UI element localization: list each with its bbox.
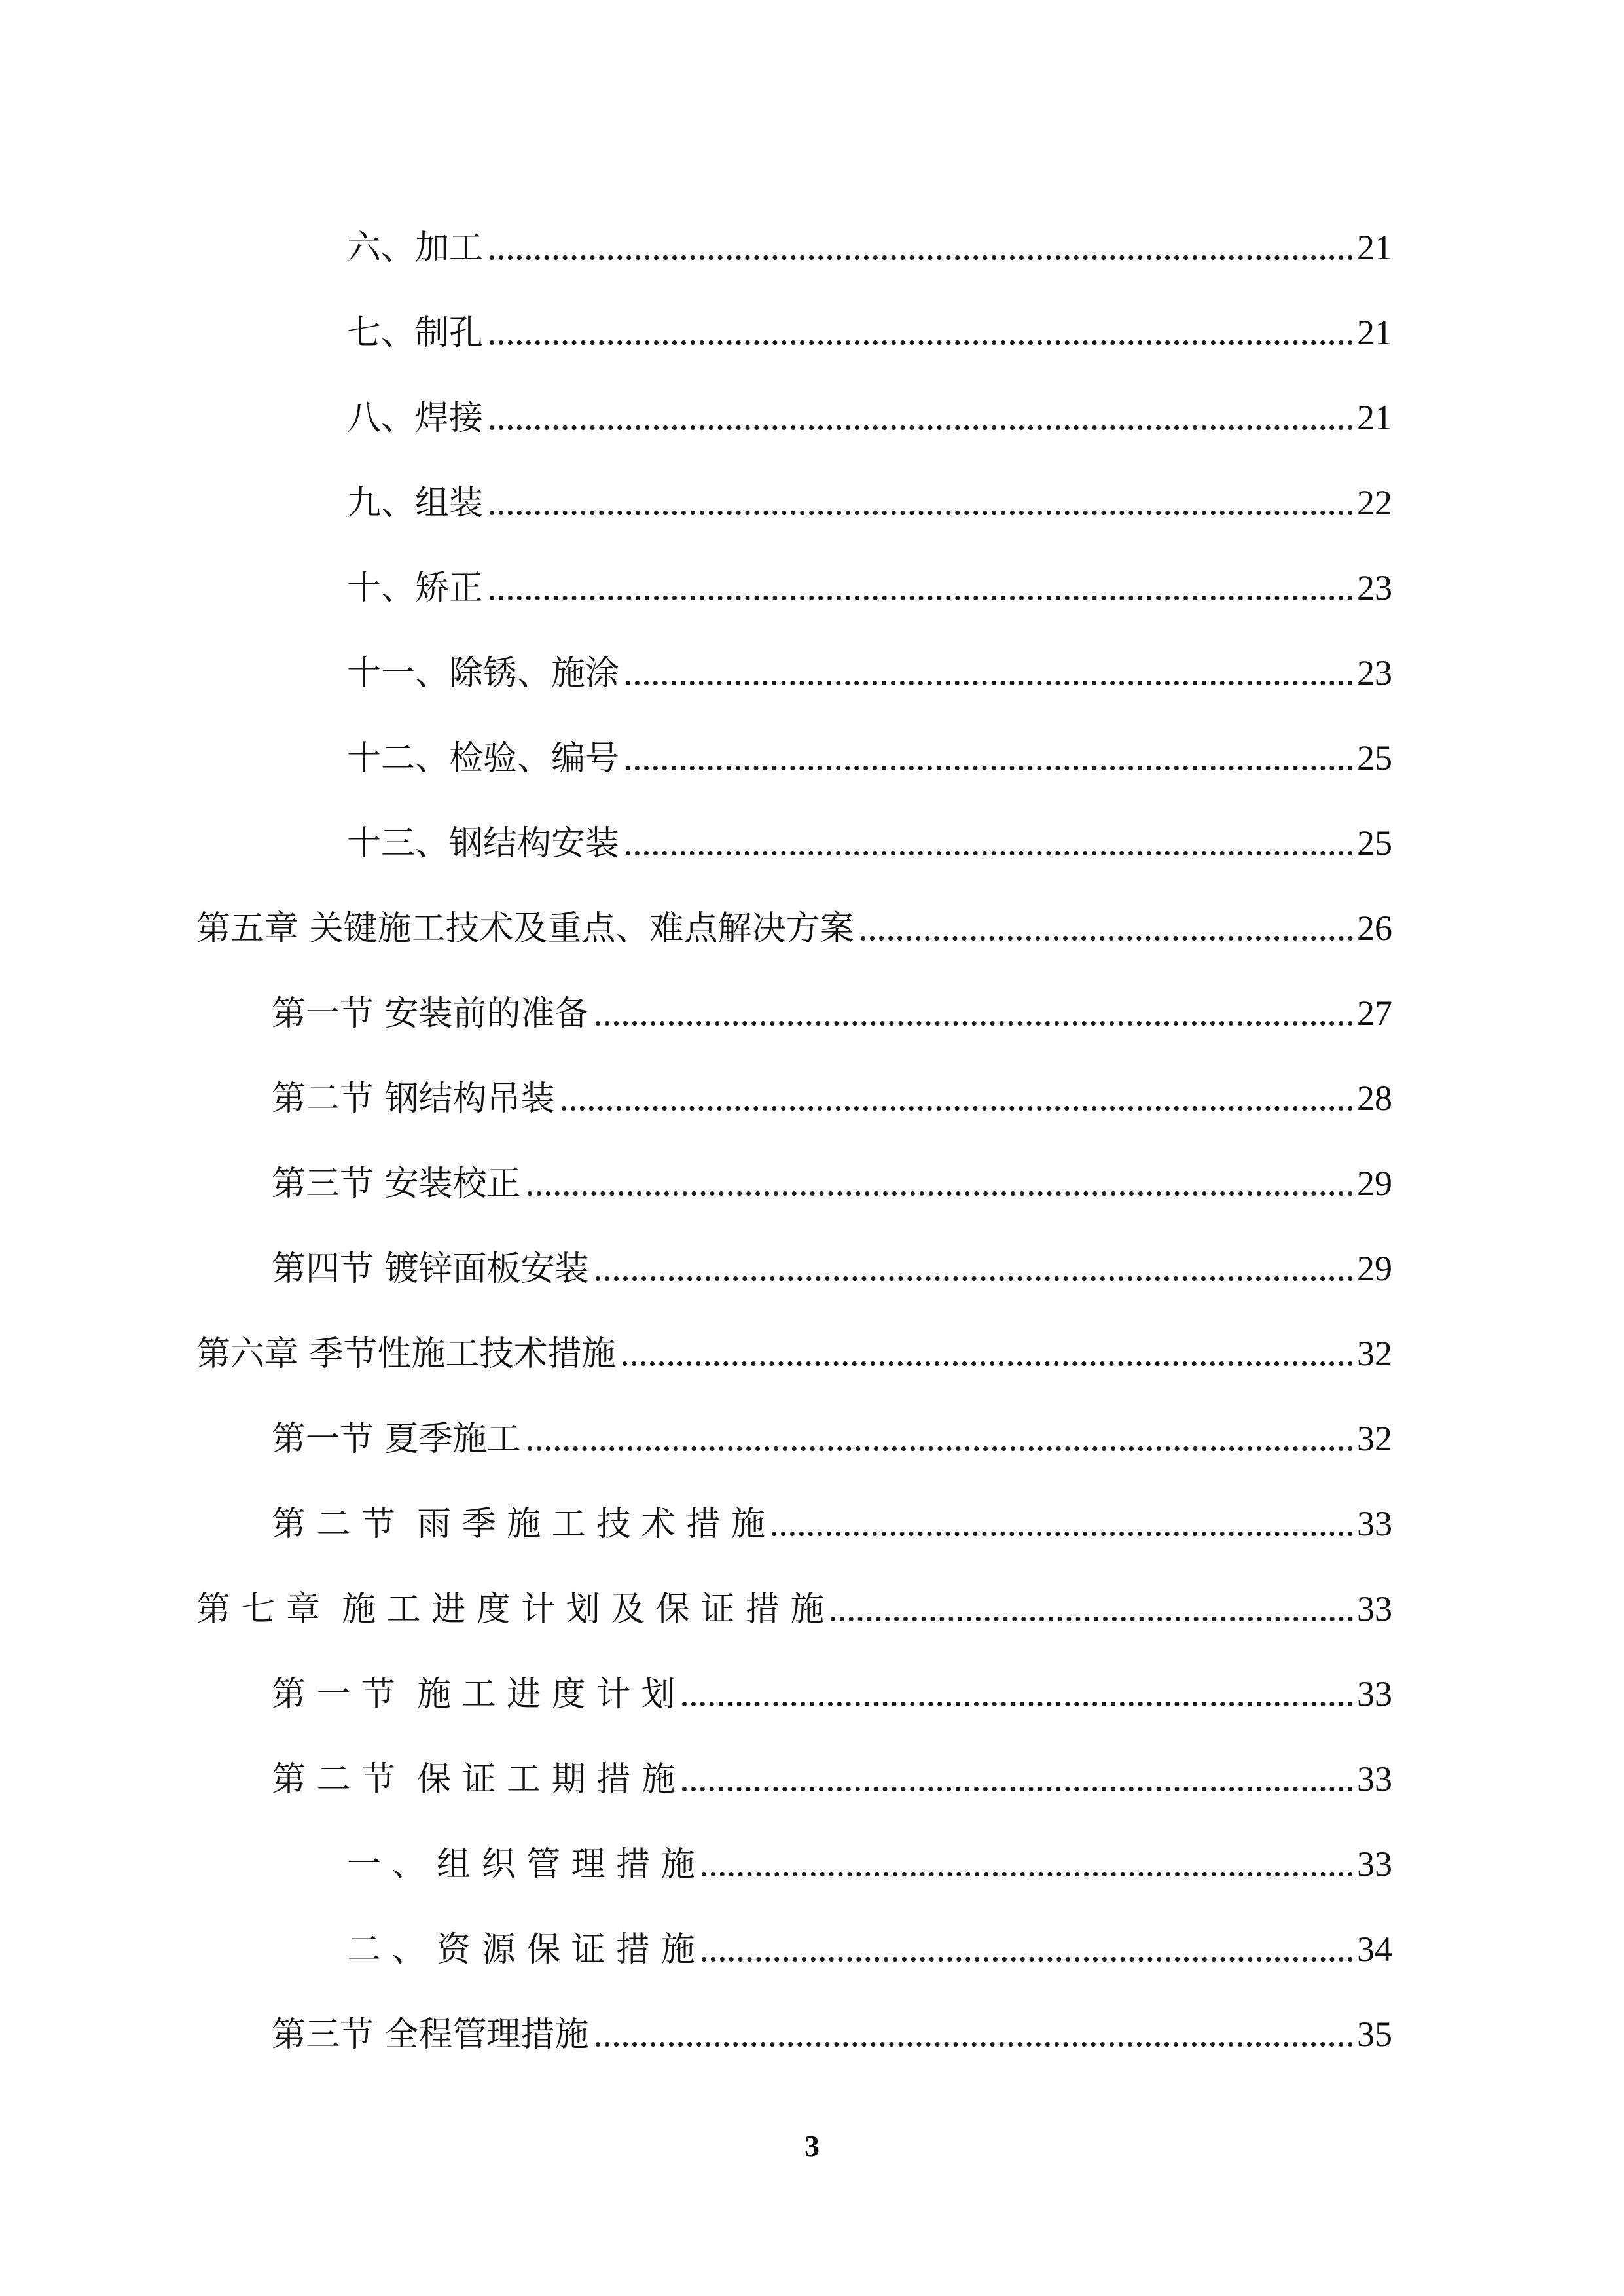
toc-entry[interactable] [347,384,1392,437]
toc-entry-title: 十、矫正 [347,569,484,608]
toc-entry-page: 23 [1357,653,1392,692]
toc-entry-page: 26 [1357,908,1392,948]
toc-entry-page: 33 [1357,1674,1392,1713]
toc-entry[interactable] [347,299,1392,351]
toc-entry-title: 第 七 章 施 工 进 度 计 划 及 保 证 措 施 [196,1590,825,1629]
toc-entry[interactable] [272,980,1392,1032]
toc-dot-leader [702,1872,1353,1876]
toc-entry[interactable] [272,1405,1392,1458]
toc-dot-leader [702,1957,1353,1962]
toc-entry-title: 十二、检验、编号 [347,739,620,778]
toc-dot-leader [626,681,1353,685]
toc-entry[interactable] [347,1916,1392,1968]
toc-entry-title: 第 一 节 施 工 进 度 计 划 [272,1675,676,1714]
toc-dot-leader [490,596,1353,600]
toc-entry-title: 六、加工 [347,228,484,268]
toc-entry-page: 29 [1357,1249,1392,1288]
toc-entry-title: 第一节 夏季施工 [272,1420,521,1459]
toc-entry-title: 八、焊接 [347,399,484,438]
toc-entry-title: 第三节 安装校正 [272,1164,521,1204]
toc-entry-title: 七、制孔 [347,314,484,353]
toc-entry[interactable] [347,810,1392,862]
toc-dot-leader [831,1617,1353,1621]
toc-entry[interactable] [196,895,1392,947]
toc-entry-title: 第三节 全程管理措施 [272,2015,589,2054]
toc-entry[interactable] [272,1490,1392,1543]
toc-dot-leader [490,511,1353,515]
toc-dot-leader [596,1276,1353,1281]
toc-dot-leader [490,255,1353,260]
toc-entry[interactable] [347,554,1392,607]
toc-entry[interactable] [272,1150,1392,1202]
toc-entry-title: 一 、 组 织 管 理 措 施 [347,1845,695,1884]
toc-entry-title: 第四节 镀锌面板安装 [272,1249,589,1289]
toc-dot-leader [623,1361,1353,1366]
toc-dot-leader [861,936,1353,941]
toc-dot-leader [490,425,1353,430]
toc-dot-leader [626,766,1353,770]
toc-entry-page: 28 [1357,1079,1392,1118]
toc-entry-page: 22 [1357,483,1392,522]
toc-entry-page: 33 [1357,1504,1392,1543]
toc-entry-title: 第一节 安装前的准备 [272,994,589,1033]
toc-entry-page: 21 [1357,398,1392,437]
toc-entry[interactable] [272,1065,1392,1117]
toc-entry-page: 29 [1357,1164,1392,1203]
toc-entry-title: 十一、除锈、施涂 [347,654,620,693]
toc-dot-leader [596,1021,1353,1026]
toc-entry[interactable] [272,2001,1392,2053]
toc-entry-page: 33 [1357,1759,1392,1799]
toc-entry-title: 九、组装 [347,484,484,523]
toc-entry-page: 33 [1357,1589,1392,1628]
toc-dot-leader [626,851,1353,855]
toc-entry[interactable] [196,1320,1392,1372]
toc-entry[interactable] [272,1660,1392,1713]
toc-entry-page: 23 [1357,568,1392,607]
toc-entry[interactable] [347,1831,1392,1883]
toc-entry-title: 第六章 季节性施工技术措施 [196,1335,616,1374]
toc-entry[interactable] [196,1575,1392,1628]
toc-entry-page: 32 [1357,1419,1392,1458]
toc-dot-leader [490,340,1353,345]
toc-entry[interactable] [272,1746,1392,1798]
toc-entry-title: 二 、 资 源 保 证 措 施 [347,1930,695,1969]
toc-entry-page: 25 [1357,823,1392,863]
toc-entry-title: 第 二 节 雨 季 施 工 技 术 措 施 [272,1505,765,1544]
toc-entry-title: 第五章 关键施工技术及重点、难点解决方案 [196,909,854,948]
toc-entry[interactable] [272,1235,1392,1287]
toc-entry-page: 33 [1357,1844,1392,1884]
toc-entry-page: 25 [1357,738,1392,778]
toc-dot-leader [682,1702,1353,1706]
toc-entry-page: 35 [1357,2015,1392,2054]
toc-entry[interactable] [347,725,1392,777]
page-number: 3 [804,2129,820,2162]
toc-entry-title: 第 二 节 保 证 工 期 措 施 [272,1760,676,1799]
toc-entry-title: 第二节 钢结构吊装 [272,1079,555,1119]
toc-entry-page: 27 [1357,994,1392,1033]
toc-dot-leader [772,1532,1353,1536]
toc-entry-page: 21 [1357,313,1392,352]
toc-entry[interactable] [347,469,1392,522]
toc-entry-page: 32 [1357,1334,1392,1373]
toc-dot-leader [528,1191,1353,1196]
toc-entry-page: 34 [1357,1929,1392,1969]
toc-entry-page: 21 [1357,228,1392,267]
toc-entry-title: 十三、钢结构安装 [347,824,620,863]
toc-dot-leader [682,1787,1353,1791]
toc-dot-leader [596,2042,1353,2047]
toc-entry[interactable] [347,214,1392,266]
toc-dot-leader [562,1106,1353,1111]
toc-entry[interactable] [347,639,1392,692]
toc-dot-leader [528,1446,1353,1451]
